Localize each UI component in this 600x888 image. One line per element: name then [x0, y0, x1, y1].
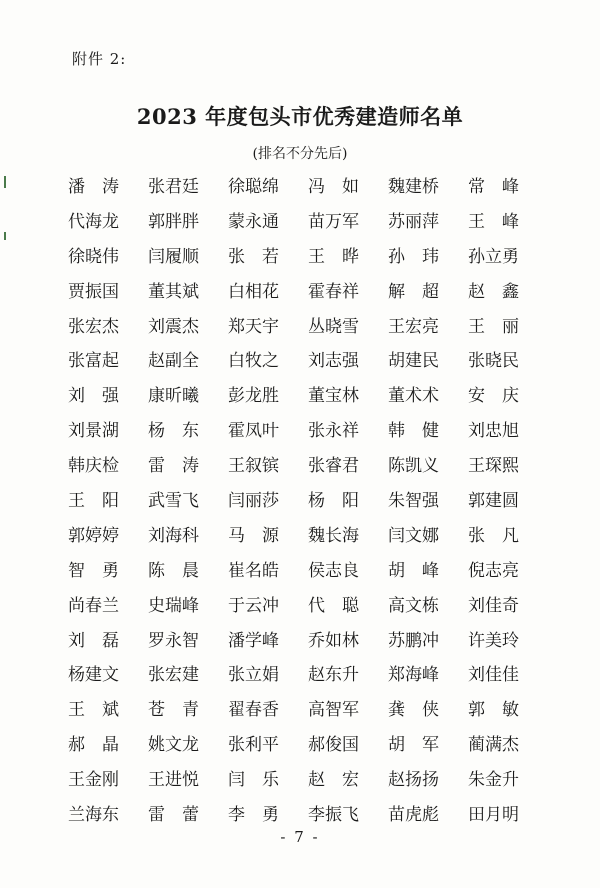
name-list	[68, 170, 548, 833]
name-entry: 田月明	[468, 805, 519, 826]
name-entry: 常峰	[468, 177, 536, 197]
name-entry: 张富起	[68, 351, 119, 372]
name-entry: 倪志亮	[468, 560, 519, 581]
name-entry: 朱智强	[388, 491, 439, 512]
name-entry: 赵扬扬	[388, 770, 439, 791]
name-entry: 姚文龙	[148, 735, 199, 756]
name-entry: 雷蕾	[148, 805, 216, 826]
document-subtitle: (排名不分先后)	[252, 146, 348, 162]
name-entry: 崔名皓	[228, 560, 279, 581]
name-entry: 杨东	[148, 421, 216, 442]
name-entry: 侯志良	[308, 560, 359, 581]
name-entry: 雷涛	[148, 456, 216, 477]
scan-edge-mark	[4, 232, 6, 240]
name-entry: 郑海峰	[388, 665, 439, 686]
name-entry: 白牧之	[228, 351, 279, 372]
name-entry: 郝俊国	[308, 735, 359, 756]
name-entry: 许美玲	[468, 630, 519, 651]
name-entry: 赵宏	[308, 770, 376, 791]
name-entry: 郭婷婷	[68, 525, 119, 546]
name-entry: 杨阳	[308, 491, 376, 512]
name-entry: 王斌	[68, 700, 136, 721]
name-entry: 魏建桥	[388, 177, 439, 197]
name-entry: 张凡	[468, 525, 536, 546]
name-entry: 王峰	[468, 211, 536, 232]
name-entry: 冯如	[308, 177, 376, 197]
name-entry: 王晔	[308, 246, 376, 267]
name-entry: 蒙永通	[228, 211, 279, 232]
name-entry: 苗万军	[308, 211, 359, 232]
name-entry: 刘海科	[148, 525, 199, 546]
name-entry: 张晓民	[468, 351, 519, 372]
name-entry: 刘志强	[308, 351, 359, 372]
name-entry: 代海龙	[68, 211, 119, 232]
name-entry: 翟春香	[228, 700, 279, 721]
page-number: - 7 -	[280, 828, 320, 846]
name-entry: 智勇	[68, 560, 136, 581]
name-entry: 张立娟	[228, 665, 279, 686]
name-entry: 霍春祥	[308, 281, 359, 302]
name-entry: 刘震杰	[148, 316, 199, 337]
name-entry: 胡峰	[388, 560, 456, 581]
name-entry: 胡军	[388, 735, 456, 756]
name-entry: 张睿君	[308, 456, 359, 477]
name-entry: 张宏建	[148, 665, 199, 686]
name-entry: 徐聪绵	[228, 177, 279, 197]
name-entry: 马源	[228, 525, 296, 546]
name-entry: 郭敏	[468, 700, 536, 721]
name-entry: 朱金升	[468, 770, 519, 791]
name-entry: 魏长海	[308, 525, 359, 546]
name-entry: 郭建圆	[468, 491, 519, 512]
attachment-label: 附件 2:	[72, 50, 127, 68]
name-entry: 韩健	[388, 421, 456, 442]
name-entry: 苏丽萍	[388, 211, 439, 232]
name-entry: 高智军	[308, 700, 359, 721]
name-entry: 刘佳佳	[468, 665, 519, 686]
name-entry: 闫文娜	[388, 525, 439, 546]
name-entry: 兰海东	[68, 805, 119, 826]
name-entry: 安庆	[468, 386, 536, 407]
name-entry: 苏鹏冲	[388, 630, 439, 651]
name-entry: 张利平	[228, 735, 279, 756]
name-entry: 史瑞峰	[148, 595, 199, 616]
name-entry: 丛晓雪	[308, 316, 359, 337]
name-entry: 陈凯义	[388, 456, 439, 477]
name-entry: 孙立勇	[468, 246, 519, 267]
name-entry: 张君廷	[148, 177, 199, 197]
name-entry: 潘涛	[68, 177, 136, 197]
name-entry: 李勇	[228, 805, 296, 826]
name-entry: 乔如林	[308, 630, 359, 651]
name-entry: 尚春兰	[68, 595, 119, 616]
name-entry: 张永祥	[308, 421, 359, 442]
name-entry: 王进悦	[148, 770, 199, 791]
name-entry: 赵副全	[148, 351, 199, 372]
name-entry: 赵鑫	[468, 281, 536, 302]
name-entry: 王丽	[468, 316, 536, 337]
name-entry: 白相花	[228, 281, 279, 302]
name-entry: 高文栋	[388, 595, 439, 616]
name-entry: 闫乐	[228, 770, 296, 791]
name-entry: 龚侠	[388, 700, 456, 721]
name-entry: 闫丽莎	[228, 491, 279, 512]
name-entry: 王宏亮	[388, 316, 439, 337]
name-entry: 苗虎彪	[388, 805, 439, 826]
name-entry: 潘学峰	[228, 630, 279, 651]
name-entry: 陈晨	[148, 560, 216, 581]
name-entry: 于云冲	[228, 595, 279, 616]
document-title: 2023 年度包头市优秀建造师名单	[136, 104, 464, 129]
name-entry: 郝晶	[68, 735, 136, 756]
name-entry: 刘忠旭	[468, 421, 519, 442]
name-entry: 蔺满杰	[468, 735, 519, 756]
name-entry: 代聪	[308, 595, 376, 616]
name-entry: 董术术	[388, 386, 439, 407]
name-entry: 彭龙胜	[228, 386, 279, 407]
name-entry: 苍青	[148, 700, 216, 721]
name-entry: 解超	[388, 281, 456, 302]
name-entry: 王金刚	[68, 770, 119, 791]
name-entry: 刘景湖	[68, 421, 119, 442]
name-entry: 胡建民	[388, 351, 439, 372]
name-entry: 王琛熙	[468, 456, 519, 477]
name-entry: 刘磊	[68, 630, 136, 651]
name-entry: 董其斌	[148, 281, 199, 302]
name-entry: 董宝林	[308, 386, 359, 407]
name-entry: 李振飞	[308, 805, 359, 826]
name-entry: 王阳	[68, 491, 136, 512]
name-entry: 韩庆检	[68, 456, 119, 477]
name-entry: 赵东升	[308, 665, 359, 686]
name-entry: 孙玮	[388, 246, 456, 267]
name-entry: 武雪飞	[148, 491, 199, 512]
name-entry: 张若	[228, 246, 296, 267]
name-entry: 罗永智	[148, 630, 199, 651]
name-entry: 贾振国	[68, 281, 119, 302]
name-entry: 刘强	[68, 386, 136, 407]
name-entry: 杨建文	[68, 665, 119, 686]
name-entry: 郑天宇	[228, 316, 279, 337]
name-entry: 刘佳奇	[468, 595, 519, 616]
name-entry: 闫履顺	[148, 246, 199, 267]
name-entry: 康昕曦	[148, 386, 199, 407]
name-entry: 王叙镔	[228, 456, 279, 477]
name-entry: 徐晓伟	[68, 246, 119, 267]
name-entry: 张宏杰	[68, 316, 119, 337]
name-entry: 霍凤叶	[228, 421, 279, 442]
scan-edge-mark	[4, 176, 6, 188]
name-entry: 郭胖胖	[148, 211, 199, 232]
